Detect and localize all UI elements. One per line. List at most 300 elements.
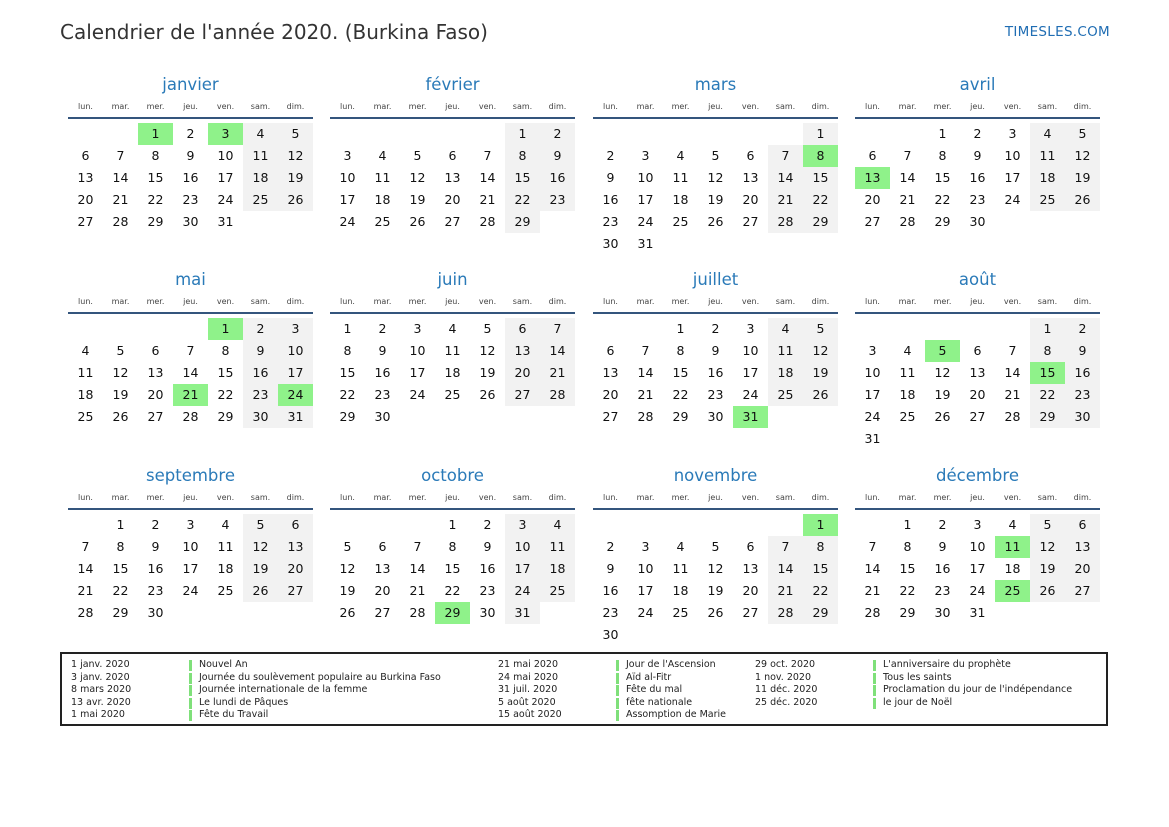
weekday-label: ven. <box>216 297 235 306</box>
day-cell: 1 <box>803 123 838 145</box>
day-cell: 4 <box>448 321 457 336</box>
legend-entry <box>489 684 726 697</box>
weekday-label: sam. <box>250 297 271 306</box>
day-cell: 3 <box>413 321 422 336</box>
month-title: mai <box>175 270 206 289</box>
day-cell: 5 <box>803 318 838 340</box>
day-cell: 14 <box>864 561 881 576</box>
day-cell: 28 <box>77 605 94 620</box>
weekday-label: mer. <box>146 493 165 502</box>
day-cell: 6 <box>1065 514 1100 536</box>
day-cell: 6 <box>746 539 755 554</box>
day-cell: 18 <box>217 561 234 576</box>
day-cell: 25 <box>243 189 278 211</box>
day-cell: 15 <box>803 558 838 580</box>
day-cell: 12 <box>934 365 951 380</box>
day-cell: 5 <box>278 123 313 145</box>
day-cell: 16 <box>243 362 278 384</box>
day-cell: 21 <box>768 580 803 602</box>
day-cell: 28 <box>182 409 199 424</box>
day-cell: 24 <box>637 214 654 229</box>
month-novembre <box>593 461 838 646</box>
day-cell: 1 <box>505 123 540 145</box>
day-cell: 3 <box>868 343 877 358</box>
day-cell: 27 <box>444 214 461 229</box>
day-cell: 4 <box>243 123 278 145</box>
day-cell: 26 <box>707 214 724 229</box>
day-cell: 10 <box>637 170 654 185</box>
day-cell: 28 <box>112 214 129 229</box>
day-cell: 19 <box>409 192 426 207</box>
legend-entry <box>489 659 726 672</box>
weekday-label: sam. <box>775 493 796 502</box>
day-cell: 29 <box>1030 406 1065 428</box>
day-cell: 26 <box>803 384 838 406</box>
day-cell: 20 <box>505 362 540 384</box>
weekday-header <box>593 491 838 505</box>
weekday-label: ven. <box>216 493 235 502</box>
day-cell: 15 <box>803 167 838 189</box>
day-cell: 26 <box>479 387 496 402</box>
weekday-label: ven. <box>1003 297 1022 306</box>
day-cell: 9 <box>378 343 387 358</box>
day-cell: 16 <box>969 170 986 185</box>
legend-column <box>62 659 441 722</box>
day-cell: 29 <box>147 214 164 229</box>
day-cell: 8 <box>505 145 540 167</box>
day-cell: 12 <box>278 145 313 167</box>
month-rule <box>855 508 1100 510</box>
day-cell: 8 <box>448 539 457 554</box>
day-cell: 18 <box>444 365 461 380</box>
day-cell: 27 <box>77 214 94 229</box>
weekday-label: dim. <box>1073 297 1092 306</box>
day-cell: 7 <box>483 148 492 163</box>
day-cell: 3 <box>641 539 650 554</box>
day-cell: 21 <box>899 192 916 207</box>
day-cell: 14 <box>479 170 496 185</box>
day-cell: 5 <box>1065 123 1100 145</box>
month-rule <box>855 312 1100 314</box>
day-cell: 22 <box>899 583 916 598</box>
weekday-header <box>330 491 575 505</box>
day-cell: 23 <box>243 384 278 406</box>
day-cell: 20 <box>77 192 94 207</box>
day-cell: 9 <box>606 561 615 576</box>
day-cell: 30 <box>602 627 619 642</box>
day-cell: 17 <box>278 362 313 384</box>
weekday-label: jeu. <box>183 493 198 502</box>
legend-holiday-name: Fête du mal <box>626 684 683 696</box>
legend-date: 15 août 2020 <box>498 709 562 721</box>
day-cell: 17 <box>637 583 654 598</box>
month-title: juin <box>437 270 468 289</box>
day-cell: 17 <box>742 365 759 380</box>
month-title: septembre <box>146 466 235 485</box>
month-rule <box>330 117 575 119</box>
day-cell: 16 <box>182 170 199 185</box>
day-cell: 20 <box>864 192 881 207</box>
day-cell: 28 <box>479 214 496 229</box>
day-cell: 30 <box>969 214 986 229</box>
day-cell: 20 <box>147 387 164 402</box>
day-cell: 23 <box>934 583 951 598</box>
day-cell: 19 <box>243 558 278 580</box>
day-cell: 6 <box>505 318 540 340</box>
day-grid <box>330 514 575 624</box>
day-cell: 17 <box>864 387 881 402</box>
day-cell: 13 <box>374 561 391 576</box>
day-cell: 31 <box>217 214 234 229</box>
weekday-label: sam. <box>512 102 533 111</box>
weekday-label: lun. <box>865 493 880 502</box>
month-title: décembre <box>936 466 1019 485</box>
day-cell: 21 <box>637 387 654 402</box>
day-cell: 13 <box>602 365 619 380</box>
day-cell: 30 <box>602 236 619 251</box>
day-cell: 1 <box>1030 318 1065 340</box>
day-cell: 29 <box>217 409 234 424</box>
month-rule <box>593 117 838 119</box>
day-cell: 5 <box>711 148 720 163</box>
holiday-marker <box>189 673 192 684</box>
day-cell: 29 <box>803 602 838 624</box>
month-title: octobre <box>421 466 484 485</box>
day-cell: 4 <box>221 517 230 532</box>
holiday-day-cell: 1 <box>208 318 243 340</box>
legend-date: 13 avr. 2020 <box>71 696 131 708</box>
day-cell: 1 <box>903 517 912 532</box>
weekday-label: sam. <box>775 297 796 306</box>
legend-entry <box>489 709 726 722</box>
day-cell: 24 <box>217 192 234 207</box>
weekday-label: mer. <box>933 297 952 306</box>
day-cell: 5 <box>1030 514 1065 536</box>
day-cell: 2 <box>186 126 195 141</box>
day-cell: 1 <box>343 321 352 336</box>
legend-date: 24 mai 2020 <box>498 671 559 683</box>
day-cell: 23 <box>540 189 575 211</box>
weekday-label: ven. <box>1003 493 1022 502</box>
day-grid <box>855 318 1100 450</box>
day-cell: 13 <box>505 340 540 362</box>
day-cell: 18 <box>768 362 803 384</box>
weekday-label: jeu. <box>183 297 198 306</box>
legend-holiday-name: Journée internationale de la femme <box>199 684 368 696</box>
day-cell: 15 <box>339 365 356 380</box>
day-cell: 8 <box>116 539 125 554</box>
weekday-label: mer. <box>671 493 690 502</box>
day-cell: 17 <box>969 561 986 576</box>
weekday-label: mar. <box>636 102 655 111</box>
legend-date: 3 janv. 2020 <box>71 671 130 683</box>
day-cell: 19 <box>803 362 838 384</box>
day-cell: 24 <box>505 580 540 602</box>
day-cell: 27 <box>602 409 619 424</box>
day-cell: 14 <box>77 561 94 576</box>
legend-holiday-name: fête nationale <box>626 696 693 708</box>
day-grid <box>68 514 313 624</box>
day-cell: 8 <box>151 148 160 163</box>
day-cell: 3 <box>186 517 195 532</box>
day-cell: 23 <box>602 214 619 229</box>
weekday-label: mer. <box>408 102 427 111</box>
day-cell: 17 <box>182 561 199 576</box>
day-cell: 23 <box>1065 384 1100 406</box>
day-cell: 23 <box>969 192 986 207</box>
month-title: avril <box>959 75 996 94</box>
holiday-day-cell: 1 <box>803 514 838 536</box>
weekday-header <box>593 100 838 114</box>
day-cell: 25 <box>374 214 391 229</box>
day-cell: 13 <box>444 170 461 185</box>
day-cell: 18 <box>1030 167 1065 189</box>
day-cell: 29 <box>112 605 129 620</box>
day-cell: 29 <box>803 211 838 233</box>
month-janvier <box>68 70 313 233</box>
day-cell: 24 <box>969 583 986 598</box>
day-cell: 3 <box>278 318 313 340</box>
day-cell: 9 <box>1065 340 1100 362</box>
day-cell: 7 <box>768 145 803 167</box>
holiday-marker <box>616 685 619 696</box>
holiday-day-cell: 11 <box>995 536 1030 558</box>
day-cell: 17 <box>505 558 540 580</box>
day-cell: 16 <box>540 167 575 189</box>
legend-date: 1 janv. 2020 <box>71 659 130 670</box>
day-cell: 2 <box>1065 318 1100 340</box>
weekday-label: ven. <box>216 102 235 111</box>
day-cell: 8 <box>938 148 947 163</box>
month-octobre <box>330 461 575 624</box>
month-septembre <box>68 461 313 624</box>
day-cell: 24 <box>864 409 881 424</box>
day-cell: 28 <box>540 384 575 406</box>
day-cell: 27 <box>374 605 391 620</box>
weekday-label: mar. <box>373 493 392 502</box>
weekday-label: dim. <box>286 493 305 502</box>
day-cell: 29 <box>505 211 540 233</box>
weekday-label: sam. <box>512 493 533 502</box>
day-cell: 14 <box>899 170 916 185</box>
weekday-label: mer. <box>933 493 952 502</box>
legend-date: 5 août 2020 <box>498 696 556 708</box>
day-cell: 12 <box>707 561 724 576</box>
legend-date: 1 mai 2020 <box>71 709 125 721</box>
day-cell: 25 <box>444 387 461 402</box>
day-cell: 17 <box>339 192 356 207</box>
day-cell: 22 <box>803 189 838 211</box>
weekday-label: ven. <box>741 493 760 502</box>
day-cell: 19 <box>707 192 724 207</box>
day-cell: 10 <box>1004 148 1021 163</box>
day-cell: 13 <box>147 365 164 380</box>
day-cell: 8 <box>1030 340 1065 362</box>
holiday-day-cell: 29 <box>435 602 470 624</box>
legend-holiday-name: Assomption de Marie <box>626 709 727 721</box>
day-cell: 10 <box>742 343 759 358</box>
day-cell: 11 <box>1030 145 1065 167</box>
day-cell: 22 <box>1030 384 1065 406</box>
weekday-label: dim. <box>286 297 305 306</box>
legend-holiday-name: Fête du Travail <box>199 709 269 721</box>
day-cell: 25 <box>77 409 94 424</box>
legend-entry <box>746 684 1072 697</box>
day-cell: 10 <box>637 561 654 576</box>
day-cell: 23 <box>182 192 199 207</box>
day-cell: 24 <box>409 387 426 402</box>
day-cell: 13 <box>1065 536 1100 558</box>
day-cell: 15 <box>899 561 916 576</box>
weekday-label: dim. <box>548 102 567 111</box>
weekday-label: dim. <box>811 493 830 502</box>
day-cell: 22 <box>339 387 356 402</box>
day-cell: 4 <box>1008 517 1017 532</box>
weekday-label: jeu. <box>708 297 723 306</box>
day-cell: 20 <box>602 387 619 402</box>
page-title: Calendrier de l'année 2020. (Burkina Faso) <box>60 20 488 44</box>
day-cell: 9 <box>151 539 160 554</box>
day-cell: 27 <box>742 605 759 620</box>
weekday-label: ven. <box>478 493 497 502</box>
brand-link[interactable]: TIMESLES.COM <box>1004 24 1110 40</box>
day-cell: 4 <box>768 318 803 340</box>
day-cell: 30 <box>479 605 496 620</box>
day-cell: 14 <box>540 340 575 362</box>
weekday-label: mar. <box>373 297 392 306</box>
legend-holiday-name: le jour de Noël <box>883 696 953 708</box>
weekday-label: jeu. <box>708 102 723 111</box>
weekday-label: jeu. <box>970 297 985 306</box>
day-cell: 26 <box>339 605 356 620</box>
day-cell: 28 <box>1004 409 1021 424</box>
day-cell: 14 <box>409 561 426 576</box>
day-cell: 6 <box>606 343 615 358</box>
day-cell: 25 <box>672 605 689 620</box>
day-grid <box>330 123 575 233</box>
day-cell: 2 <box>243 318 278 340</box>
day-cell: 26 <box>243 580 278 602</box>
legend-date: 1 nov. 2020 <box>755 671 811 683</box>
day-cell: 24 <box>637 605 654 620</box>
day-grid <box>593 123 838 255</box>
day-cell: 23 <box>479 583 496 598</box>
day-cell: 4 <box>903 343 912 358</box>
day-cell: 18 <box>540 558 575 580</box>
holiday-legend <box>60 652 1108 726</box>
day-grid <box>593 514 838 646</box>
day-cell: 26 <box>409 214 426 229</box>
day-cell: 8 <box>803 536 838 558</box>
weekday-label: jeu. <box>708 493 723 502</box>
day-cell: 19 <box>934 387 951 402</box>
day-cell: 24 <box>182 583 199 598</box>
day-cell: 4 <box>676 539 685 554</box>
day-cell: 25 <box>768 384 803 406</box>
weekday-label: dim. <box>811 102 830 111</box>
day-cell: 25 <box>899 409 916 424</box>
holiday-day-cell: 21 <box>173 384 208 406</box>
day-cell: 31 <box>637 236 654 251</box>
legend-column <box>489 659 726 722</box>
weekday-label: jeu. <box>445 102 460 111</box>
day-cell: 14 <box>112 170 129 185</box>
weekday-label: sam. <box>1037 297 1058 306</box>
day-cell: 22 <box>217 387 234 402</box>
day-cell: 30 <box>243 406 278 428</box>
day-cell: 24 <box>742 387 759 402</box>
weekday-header <box>855 100 1100 114</box>
weekday-label: sam. <box>250 493 271 502</box>
day-cell: 7 <box>903 148 912 163</box>
day-cell: 12 <box>339 561 356 576</box>
day-cell: 15 <box>217 365 234 380</box>
month-rule <box>68 508 313 510</box>
day-cell: 16 <box>374 365 391 380</box>
day-cell: 19 <box>1065 167 1100 189</box>
weekday-header <box>68 491 313 505</box>
weekday-label: mer. <box>671 102 690 111</box>
weekday-label: lun. <box>603 297 618 306</box>
day-cell: 22 <box>803 580 838 602</box>
day-cell: 22 <box>147 192 164 207</box>
holiday-day-cell: 15 <box>1030 362 1065 384</box>
day-cell: 25 <box>1030 189 1065 211</box>
holiday-day-cell: 5 <box>925 340 960 362</box>
day-cell: 29 <box>934 214 951 229</box>
legend-holiday-name: Tous les saints <box>883 671 952 683</box>
day-cell: 16 <box>602 583 619 598</box>
holiday-marker <box>873 660 876 671</box>
day-cell: 27 <box>864 214 881 229</box>
day-cell: 28 <box>768 211 803 233</box>
weekday-label: mer. <box>671 297 690 306</box>
day-cell: 11 <box>899 365 916 380</box>
weekday-label: lun. <box>603 493 618 502</box>
holiday-day-cell: 25 <box>995 580 1030 602</box>
day-cell: 6 <box>81 148 90 163</box>
weekday-label: lun. <box>865 297 880 306</box>
day-cell: 28 <box>637 409 654 424</box>
day-cell: 28 <box>409 605 426 620</box>
weekday-label: jeu. <box>445 297 460 306</box>
day-cell: 13 <box>278 536 313 558</box>
day-cell: 16 <box>934 561 951 576</box>
legend-entry <box>489 697 726 710</box>
day-cell: 25 <box>217 583 234 598</box>
weekday-label: mar. <box>636 297 655 306</box>
weekday-label: mar. <box>111 493 130 502</box>
day-cell: 14 <box>1004 365 1021 380</box>
day-cell: 25 <box>672 214 689 229</box>
holiday-day-cell: 31 <box>733 406 768 428</box>
day-cell: 1 <box>448 517 457 532</box>
weekday-label: lun. <box>78 102 93 111</box>
month-title: août <box>958 270 997 289</box>
weekday-label: lun. <box>865 102 880 111</box>
weekday-label: jeu. <box>183 102 198 111</box>
day-cell: 29 <box>899 605 916 620</box>
legend-holiday-name: Le lundi de Pâques <box>199 696 289 708</box>
day-cell: 12 <box>1030 536 1065 558</box>
weekday-label: mar. <box>898 102 917 111</box>
day-cell: 11 <box>77 365 94 380</box>
day-cell: 2 <box>606 148 615 163</box>
day-cell: 18 <box>1004 561 1021 576</box>
day-cell: 11 <box>768 340 803 362</box>
day-cell: 5 <box>413 148 422 163</box>
day-cell: 9 <box>606 170 615 185</box>
